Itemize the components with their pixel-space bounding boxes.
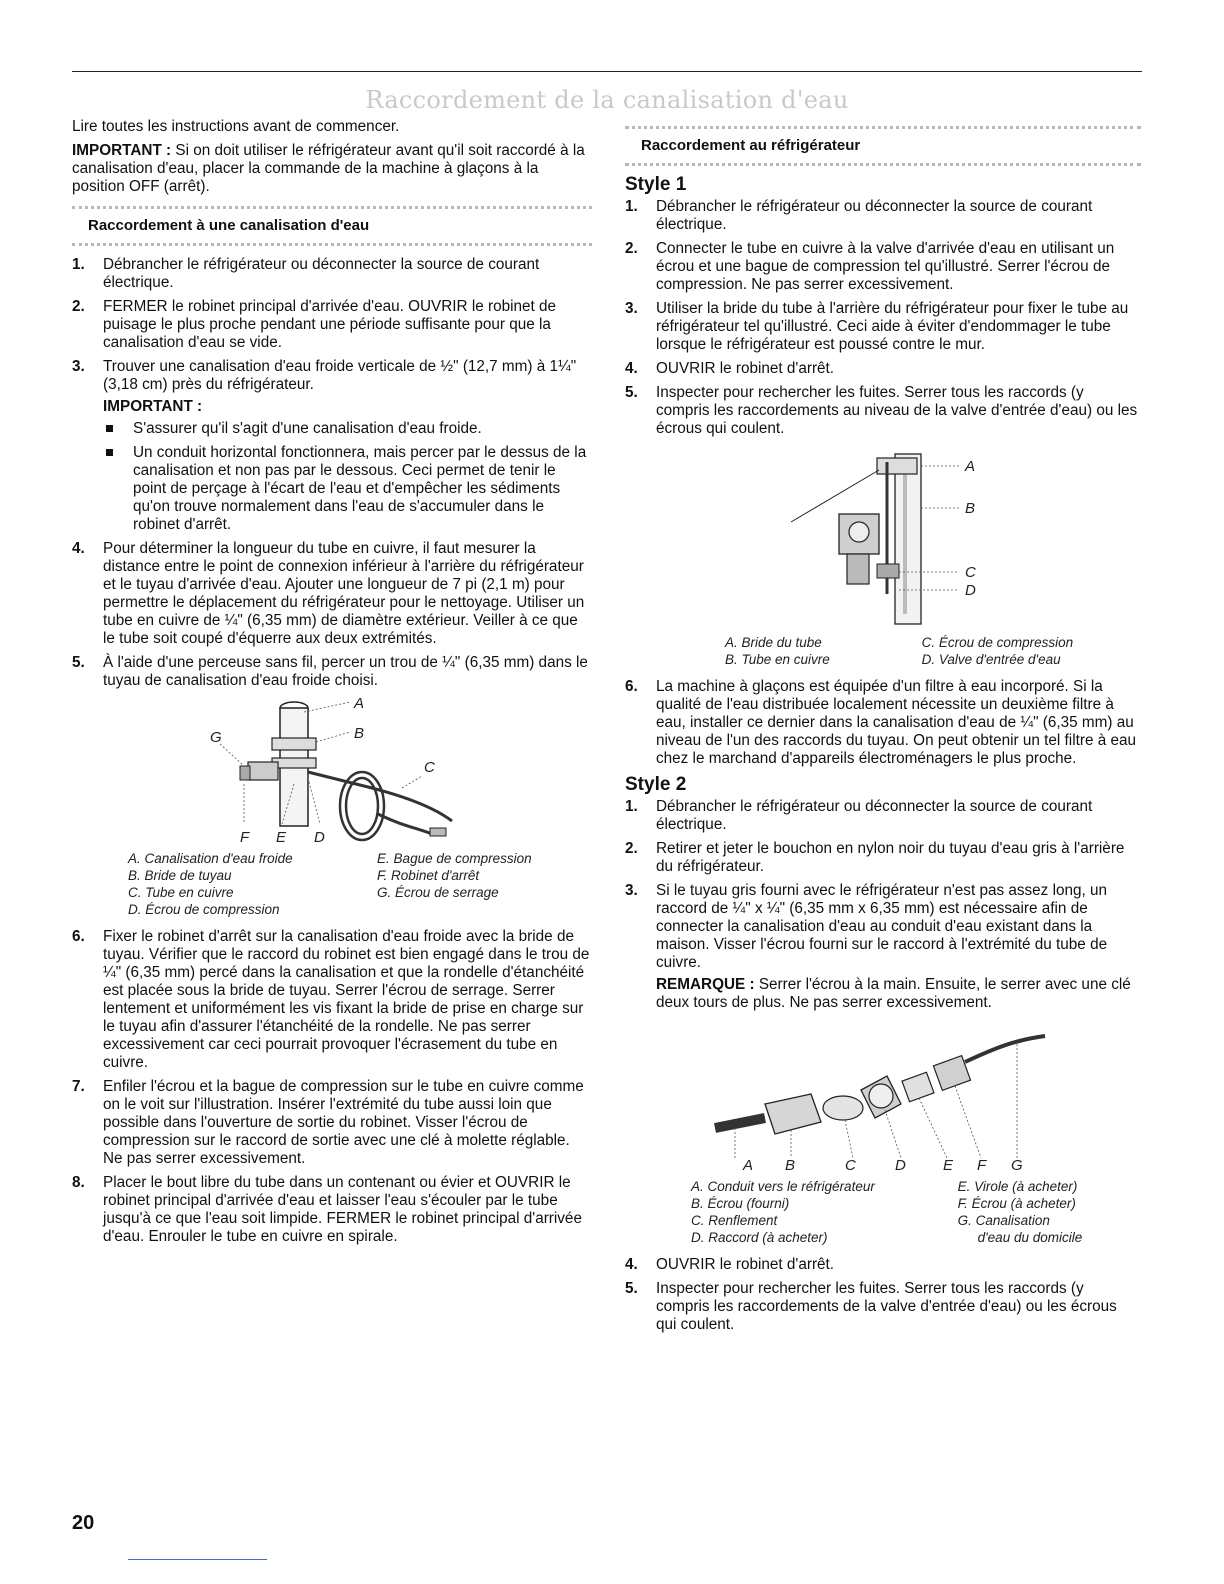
caption-item: A. Canalisation d'eau froide	[128, 851, 293, 866]
figure-shutoff-valve	[72, 696, 592, 846]
bullet-item	[103, 444, 592, 534]
step-text: Connecter le tube en cuivre à la valve d'arrivée d'eau en utilisant un écrou et une bague de compression tel qu'illustré. Serrer l'écrou de compression. Ne pas serrer excessivement.	[656, 240, 1115, 293]
step-item	[72, 654, 592, 690]
caption-item: A. Bride du tube	[725, 635, 822, 650]
caption-item: D. Raccord (à acheter)	[691, 1230, 828, 1245]
step-text: Placer le bout libre du tube dans un contenant ou évier et OUVRIR le robinet principal d'arrivée d'eau et laisser l'eau s'écouler par le tube jusqu'à ce que l'eau soit limpide. FERMER le robinet principal d'arrivée d'eau. Enrouler le tube en cuivre en spirale.	[103, 1174, 582, 1245]
fig3-label-f: F	[977, 1157, 987, 1174]
step-text: Débrancher le réfrigérateur ou déconnecter la source de courant électrique.	[656, 798, 1093, 833]
caption-item: G. Canalisation	[957, 1213, 1050, 1228]
step-text: Pour déterminer la longueur du tube en cuivre, il faut mesurer la distance entre le point de connexion inférieur à l'arrière du réfrigérateur et le tuyau d'arrivée d'eau. Ajouter une longueur de 7 pi (2,1 m) pour permettre le déplacement du réfrigérateur pour le nettoyage. Utiliser un tube en cuivre de ¼" (6,35 mm) de diamètre extérieur. Veiller à ce que le tube soit coupé d'équerre aux deux extrémités.	[103, 540, 585, 647]
figure-fittings	[625, 1018, 1141, 1174]
step-text: OUVRIR le robinet d'arrêt.	[656, 360, 835, 377]
step-number: 4.	[625, 1256, 638, 1273]
important-label: IMPORTANT :	[72, 142, 172, 159]
step-text: Débrancher le réfrigérateur ou déconnecter la source de courant électrique.	[656, 198, 1093, 233]
fig1-label-f: F	[240, 829, 250, 846]
page-title: Raccordement de la canalisation d'eau	[365, 86, 849, 114]
step-number: 6.	[72, 928, 85, 945]
step-number: 5.	[625, 1280, 638, 1297]
step-item	[625, 840, 1141, 876]
caption-item: F. Robinet d'arrêt	[377, 868, 480, 883]
step-item	[72, 1174, 592, 1246]
important-note	[72, 142, 592, 196]
step-item	[625, 1280, 1141, 1334]
step-number: 3.	[72, 358, 85, 375]
step-number: 4.	[625, 360, 638, 377]
caption-item: d'eau du domicile	[977, 1230, 1083, 1245]
step-item	[625, 798, 1141, 834]
step-number: 1.	[625, 198, 638, 215]
fig3-label-b: B	[785, 1157, 796, 1174]
fig3-label-c: C	[845, 1157, 856, 1174]
bullet-list	[103, 420, 592, 534]
figure3-caption	[691, 1178, 1141, 1246]
right-column	[625, 118, 1141, 1340]
caption-item: B. Bride de tuyau	[128, 868, 232, 883]
figure2-caption	[725, 634, 1141, 668]
fig2-label-d: D	[965, 582, 976, 599]
step-item	[72, 358, 592, 534]
bottom-link-rule	[128, 1559, 267, 1560]
style1-step6	[625, 678, 1141, 768]
step-number: 4.	[72, 540, 85, 557]
caption-item: E. Virole (à acheter)	[957, 1179, 1078, 1194]
step-text: Inspecter pour rechercher les fuites. Serrer tous les raccords (y compris les raccordements au niveau de la valve d'entrée d'eau) ou les écrous qui coulent.	[656, 384, 1138, 437]
step-item	[72, 1078, 592, 1168]
caption-item: A. Conduit vers le réfrigérateur	[691, 1179, 875, 1194]
step-item	[72, 256, 592, 292]
caption-item: D. Valve d'entrée d'eau	[921, 652, 1061, 667]
fig2-label-b: B	[965, 500, 976, 517]
step-number: 3.	[625, 300, 638, 317]
remarque-label: REMARQUE :	[656, 976, 755, 993]
step-item	[625, 300, 1141, 354]
square-bullet-icon	[106, 449, 113, 456]
step-number: 7.	[72, 1078, 85, 1095]
step-item	[72, 298, 592, 352]
caption-item: B. Écrou (fourni)	[691, 1196, 790, 1211]
step-text: OUVRIR le robinet d'arrêt.	[656, 1256, 835, 1273]
fig1-label-b: B	[354, 725, 365, 742]
step-number: 2.	[625, 240, 638, 257]
style2-steps	[625, 798, 1141, 1012]
water-valve-illustration	[625, 444, 1141, 630]
section-heading-refrigerator: Raccordement au réfrigérateur	[625, 126, 1141, 166]
caption-item: B. Tube en cuivre	[725, 652, 830, 667]
figure1-caption	[128, 850, 592, 918]
steps-list-c	[72, 928, 592, 1246]
caption-item: E. Bague de compression	[377, 851, 532, 866]
remarque-note	[656, 976, 1141, 1012]
step-number: 5.	[625, 384, 638, 401]
bullet-text: Un conduit horizontal fonctionnera, mais percer par le dessus de la canalisation et non pas par le dessous. Ceci permet de tenir le point de perçage à l'écart de l'eau et d'empêcher les sédiments qu'on trouve normalement dans l'eau de s'accumuler dans le robinet d'arrêt.	[133, 444, 587, 533]
step-text: Utiliser la bride du tube à l'arrière du réfrigérateur pour fixer le tube au réfrigérateur tel qu'illustré. Ceci aide à éviter d'endommager le tube lorsque le réfrigérateur est poussé contre le mur.	[656, 300, 1129, 353]
step-text: Si le tuyau gris fourni avec le réfrigérateur n'est pas assez long, un raccord de ¼" x ¼" (6,35 mm x 6,35 mm) est nécessaire afin de connecter la canalisation d'eau au conduit d'eau existant dans la maison. Visser l'écrou fourni sur le raccord à l'extrémité du tube de cuivre.	[656, 882, 1108, 971]
step-text: À l'aide d'une perceuse sans fil, percer un trou de ¼" (6,35 mm) dans le tuyau de canalisation d'eau froide choisi.	[103, 654, 588, 689]
step-text: Retirer et jeter le bouchon en nylon noir du tuyau d'eau gris à l'arrière du réfrigérateur.	[656, 840, 1125, 875]
caption-item: D. Écrou de compression	[128, 902, 280, 917]
section-heading-water-line: Raccordement à une canalisation d'eau	[72, 206, 592, 246]
fig3-label-g: G	[1011, 1157, 1023, 1174]
caption-item: G. Écrou de serrage	[377, 885, 499, 900]
step-text: Fixer le robinet d'arrêt sur la canalisation d'eau froide avec la bride de tuyau. Vérifier que le raccord du robinet est bien engagé dans le trou de ¼" (6,35 mm) percé dans la canalisation et que la rondelle d'étanchéité est placée sous la bride de tuyau. Serrer l'écrou de serrage. Serrer lentement et uniformément les vis fixant la bride de prise en charge sur le tuyau afin d'assurer l'étanchéité de la rondelle. Ne pas serrer excessivement car ceci pourrait provoquer l'écrasement du tube en cuivre.	[103, 928, 590, 1071]
step-item	[625, 198, 1141, 234]
style1-heading: Style 1	[625, 174, 687, 195]
step-number: 6.	[625, 678, 638, 695]
step-item	[625, 882, 1141, 1012]
left-column	[72, 118, 592, 1252]
step-text: Inspecter pour rechercher les fuites. Serrer tous les raccords (y compris les raccordements de la valve d'entrée d'eau) ou les écrous qui coulent.	[656, 1280, 1117, 1333]
fig1-label-e: E	[276, 829, 287, 846]
bullet-text: S'assurer qu'il s'agit d'une canalisation d'eau froide.	[133, 420, 482, 437]
important-text: Si on doit utiliser le réfrigérateur avant qu'il soit raccordé à la canalisation d'eau, placer la commande de la machine à glaçons à la position OFF (arrêt).	[72, 142, 585, 195]
style2-steps-b	[625, 1256, 1141, 1334]
step-text: Enfiler l'écrou et la bague de compression sur le tube en cuivre comme on le voit sur l'illustration. Insérer l'extrémité du tube aussi loin que possible dans l'ouverture de sortie du robinet. Visser l'écrou de compression sur le raccord de sortie avec une clé à molette réglable. Ne pas serrer excessivement.	[103, 1078, 584, 1167]
shutoff-valve-illustration	[72, 696, 592, 846]
step-item	[625, 360, 1141, 378]
steps-list-a	[72, 256, 592, 690]
step-number: 2.	[625, 840, 638, 857]
step-number: 8.	[72, 1174, 85, 1191]
square-bullet-icon	[106, 425, 113, 432]
step-item	[72, 540, 592, 648]
fig3-label-e: E	[943, 1157, 954, 1174]
style1-steps	[625, 198, 1141, 438]
step-item	[625, 678, 1141, 768]
fig3-label-a: A	[743, 1157, 754, 1174]
fittings-illustration	[625, 1018, 1141, 1174]
step-number: 3.	[625, 882, 638, 899]
fig2-label-a: A	[965, 458, 976, 475]
caption-item: C. Renflement	[691, 1213, 778, 1228]
step3-important-label: IMPORTANT :	[103, 398, 203, 415]
step-item	[625, 240, 1141, 294]
fig1-label-a: A	[354, 696, 365, 712]
step-text: Débrancher le réfrigérateur ou déconnecter la source de courant électrique.	[103, 256, 540, 291]
intro-text: Lire toutes les instructions avant de commencer.	[72, 118, 400, 135]
style2-heading: Style 2	[625, 774, 687, 795]
fig2-label-c: C	[965, 564, 976, 581]
figure-water-valve	[625, 444, 1141, 630]
caption-item	[377, 901, 592, 918]
caption-item: F. Écrou (à acheter)	[957, 1196, 1076, 1211]
step-number: 1.	[72, 256, 85, 273]
step-text: La machine à glaçons est équipée d'un filtre à eau incorporé. Si la qualité de l'eau distribuée localement nécessite un deuxième filtre à eau, installer ce dernier dans la canalisation d'eau de ¼" (6,35 mm) au niveau de l'un des raccords du tuyau. On peut obtenir un tel filtre à eau chez le marchand d'appareils électroménagers le plus proche.	[656, 678, 1136, 767]
step-number: 5.	[72, 654, 85, 671]
fig1-label-g: G	[210, 729, 222, 746]
fig1-label-c: C	[424, 759, 435, 776]
step-item	[72, 928, 592, 1072]
fig1-label-d: D	[314, 829, 325, 846]
step-number: 2.	[72, 298, 85, 315]
step-text: Trouver une canalisation d'eau froide verticale de ½" (12,7 mm) à 1¼" (3,18 cm) près du réfrigérateur.	[103, 358, 577, 393]
bullet-item	[103, 420, 592, 438]
top-rule	[72, 71, 1142, 72]
step-item	[625, 384, 1141, 438]
fig3-label-d: D	[895, 1157, 906, 1174]
step-text: FERMER le robinet principal d'arrivée d'eau. OUVRIR le robinet de puisage le plus proche pendant une période suffisante pour que la canalisation d'eau se vide.	[103, 298, 557, 351]
remarque-text: Serrer l'écrou à la main. Ensuite, le serrer avec une clé deux tours de plus. Ne pas serrer excessivement.	[656, 976, 1131, 1011]
step-number: 1.	[625, 798, 638, 815]
caption-item: C. Écrou de compression	[921, 635, 1074, 650]
page-number: 20	[72, 1512, 95, 1534]
step-item	[625, 1256, 1141, 1274]
caption-item: C. Tube en cuivre	[128, 885, 234, 900]
